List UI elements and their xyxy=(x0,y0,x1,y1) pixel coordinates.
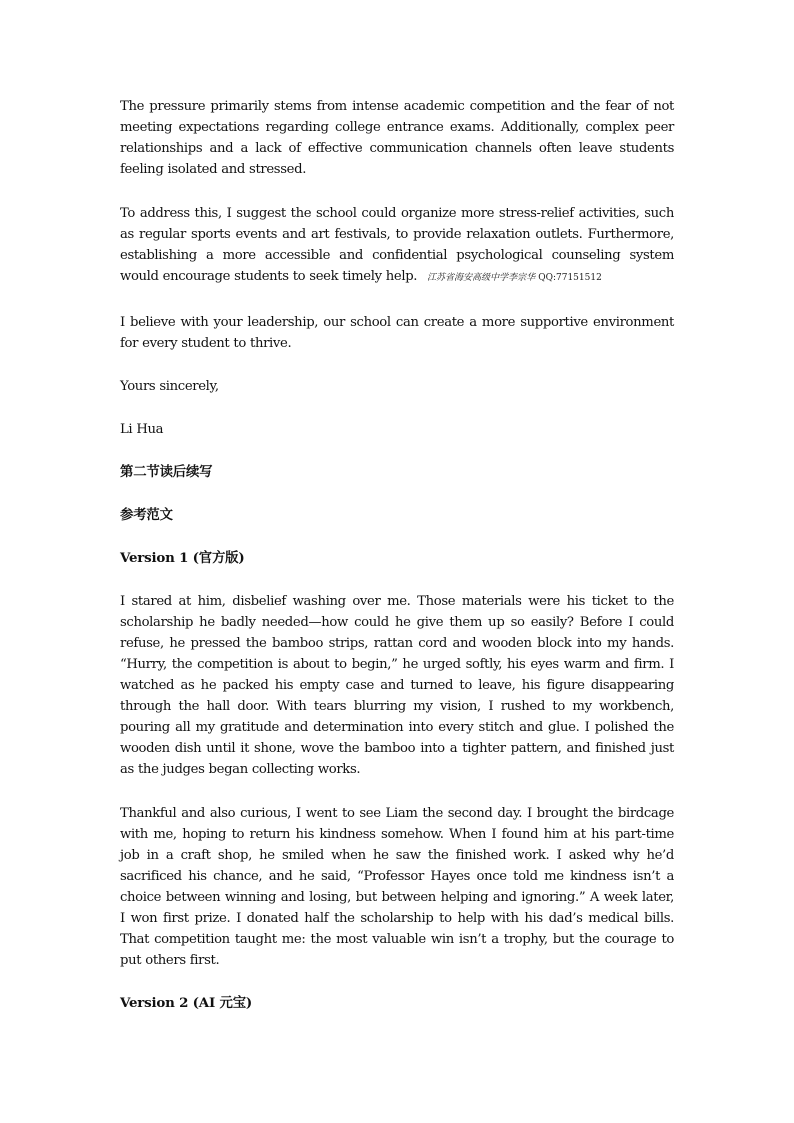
paragraph-suggestions xyxy=(120,203,674,289)
version1-paragraph-1: I stared at him, disbelief washing over me. Those materials were his ticket to the scholarship he badly needed—how could he give them up so easily? Before I could refuse, he pressed the bamboo strips, rattan cord and wooden block into my hands. “Hurry, the competition is about to begin,” he urged softly, his eyes warm and firm. I watched as he packed his empty case and turned to leave, his figure disappearing through the hall door. With tears blurring my vision, I rushed to my workbench, pouring all my gratitude and determination into every stitch and glue. I polished the wooden dish until it shone, wove the bamboo into a tighter pattern, and finished just as the judges began collecting works. xyxy=(120,594,674,777)
letter-signature: Li Hua xyxy=(120,422,164,437)
reference-heading: 参考范文 xyxy=(120,507,173,523)
watermark-author: 江苏省海安高级中学李宗华 xyxy=(427,273,536,283)
document-page xyxy=(120,96,674,1014)
paragraph-suggestions-text: To address this, I suggest the school could organize more stress-relief activities, such as regular sports events and art festivals, to provide relaxation outlets. Furthermore, establishing a more accessible and confidential psychological counseling system would encourage students to seek timely help. xyxy=(120,206,674,284)
watermark-qq: QQ:77151512 xyxy=(538,273,602,283)
version1-paragraph-2: Thankful and also curious, I went to see Liam the second day. I brought the birdcage with me, hoping to return his kindness somehow. When I found him at his part-time job in a craft shop, he smiled when he saw the finished work. I asked why he’d sacrificed his chance, and he said, “Professor Hayes once told me kindness isn’t a choice between winning and losing, but between helping and ignoring.” A week later, I won first prize. I donated half the scholarship to help with his dad’s medical bills. That competition taught me: the most valuable win isn’t a trophy, but the courage to put others first. xyxy=(120,806,674,968)
version1-heading: Version 1 (官方版) xyxy=(120,550,245,566)
section-heading: 第二节读后续写 xyxy=(120,464,213,480)
paragraph-belief: I believe with your leadership, our school can create a more supportive environment for every student to thrive. xyxy=(120,315,674,351)
paragraph-pressure-causes: The pressure primarily stems from intense academic competition and the fear of not meeting expectations regarding college entrance exams. Additionally, complex peer relationships and a lack of effective communication channels often leave students feeling isolated and stressed. xyxy=(120,99,674,177)
watermark xyxy=(427,273,602,283)
letter-closing: Yours sincerely, xyxy=(120,379,219,394)
version2-heading: Version 2 (AI 元宝) xyxy=(120,995,253,1011)
